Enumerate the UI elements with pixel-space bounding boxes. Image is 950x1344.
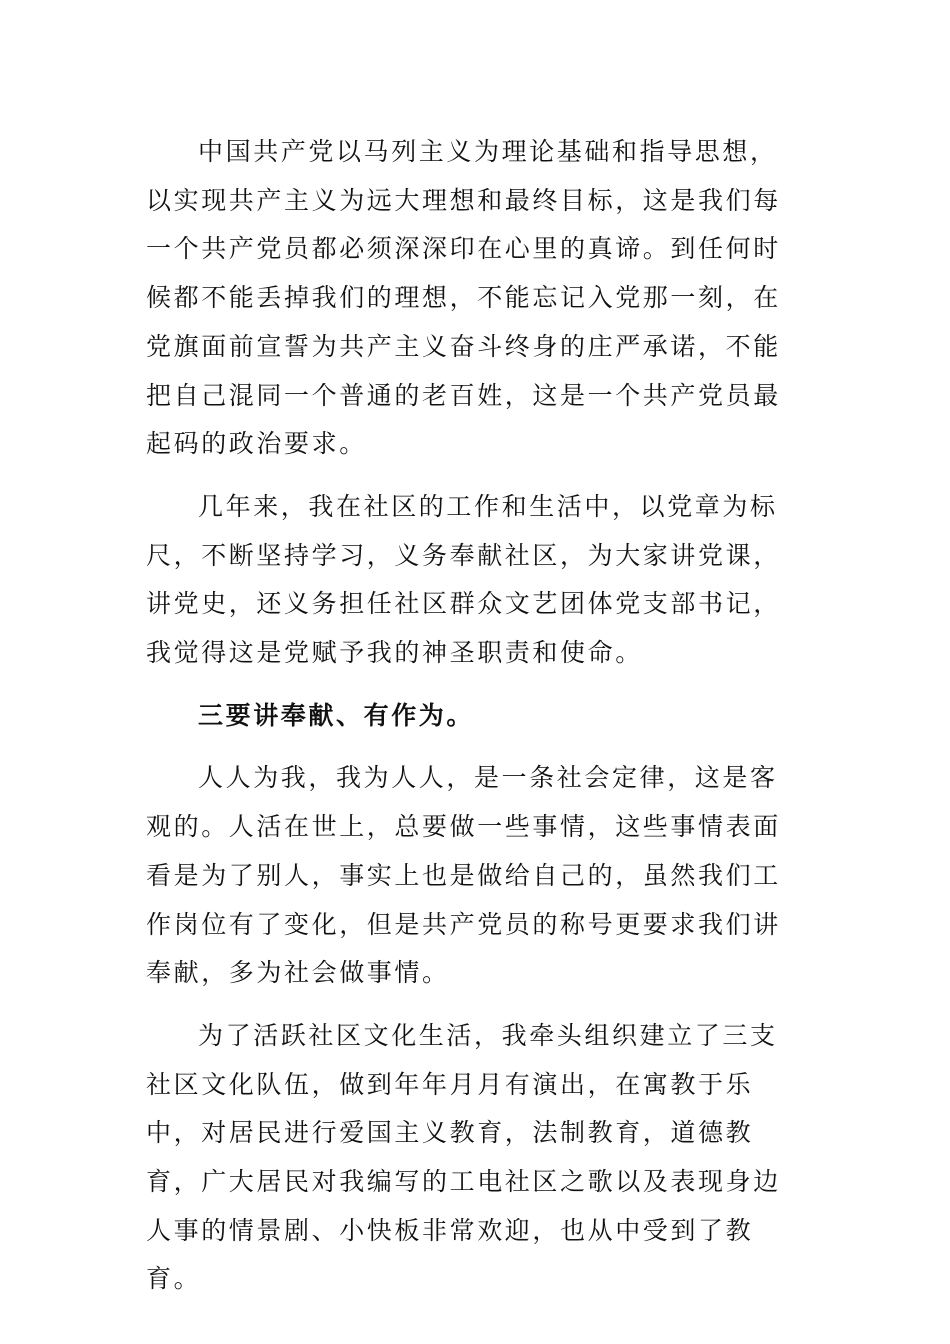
paragraph-dedication: 人人为我，我为人人，是一条社会定律，这是客观的。人活在世上，总要做一些事情，这些事情表面看是为了别人，事实上也是做给自己的，虽然我们工作岗位有了变化，但是共产党员的称号更要求我们讲奉献，多为社会做事情。: [146, 763, 781, 988]
paragraph-ideals: 中国共产党以马列主义为理论基础和指导思想，以实现共产主义为远大理想和最终目标，这是我们每一个共产党员都必须深深印在心里的真谛。到任何时候都不能丢掉我们的理想，不能忘记入党那一刻，在党旗面前宣誓为共产主义奋斗终身的庄严承诺，不能把自己混同一个普通的老百姓，这是一个共产党员最起码的政治要求。: [146, 137, 781, 459]
section-heading: 三要讲奉献、有作为。: [198, 700, 475, 730]
paragraph-culture-teams: 为了活跃社区文化生活，我牵头组织建立了三支社区文化队伍，做到年年月月有演出，在寓教于乐中，对居民进行爱国主义教育，法制教育，道德教育，广大居民对我编写的工电社区之歌以及表现身边人事的情景剧、小快板非常欢迎，也从中受到了教育。: [146, 1020, 781, 1294]
document-body: [146, 128, 796, 1304]
paragraph-community-work: 几年来，我在社区的工作和生活中，以党章为标尺，不断坚持学习，义务奉献社区，为大家讲党课，讲党史，还义务担任社区群众文艺团体党支部书记，我觉得这是党赋予我的神圣职责和使命。: [146, 491, 781, 668]
